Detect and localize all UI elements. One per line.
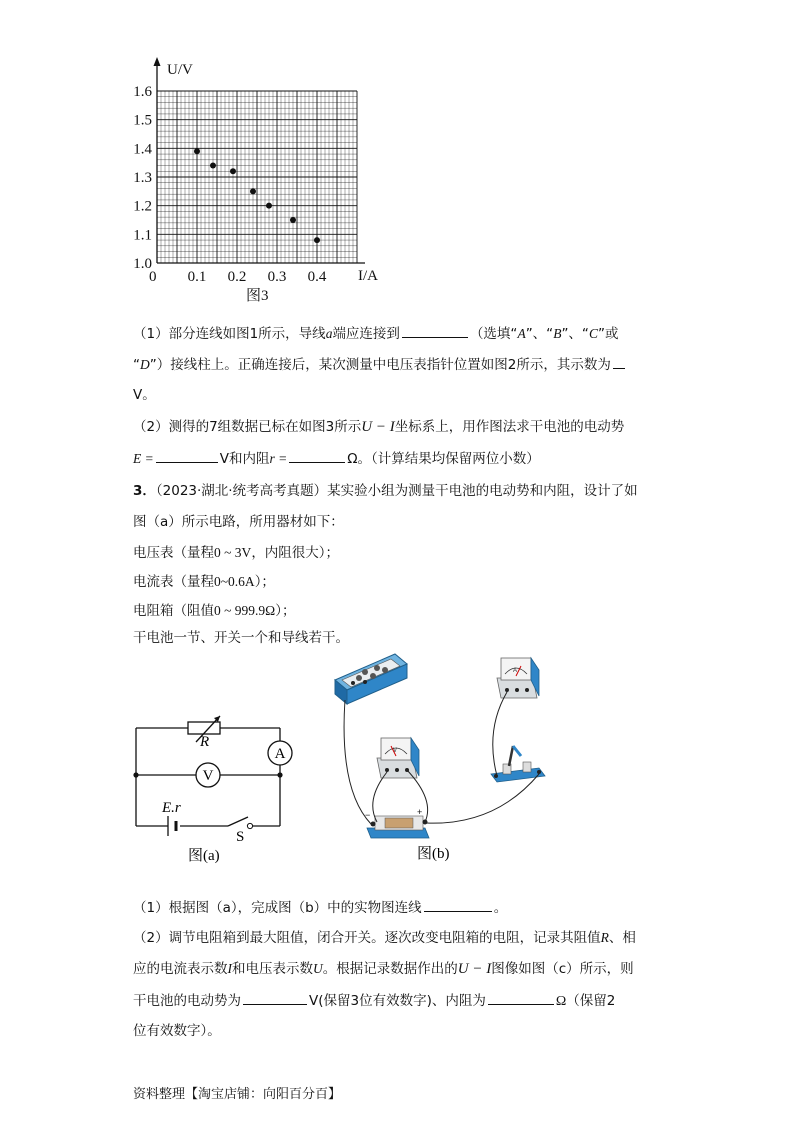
graph-ticks	[133, 84, 327, 285]
var-i: I	[227, 961, 232, 976]
q3-title-line2	[133, 512, 344, 532]
q3-text: ）；	[254, 574, 275, 590]
wire	[493, 692, 507, 776]
q3-item-other	[133, 628, 349, 648]
label-switch: S	[236, 829, 245, 845]
q2-text: “	[133, 357, 140, 373]
x-tick-label: 0.1	[187, 269, 207, 285]
option-b: B	[553, 326, 562, 341]
option-a: A	[517, 326, 526, 341]
circuit-diagram-a	[128, 708, 293, 868]
math-range: 0 ~ 3V	[214, 545, 252, 560]
q3-text: 应的电流表示数	[133, 961, 228, 977]
q3-title-line1	[133, 481, 638, 501]
data-point	[194, 148, 200, 154]
q2-part1-line3	[133, 385, 156, 405]
y-tick-label: 1.2	[133, 198, 152, 215]
math-range: 0~0.6A	[214, 574, 255, 589]
var-r: R	[600, 930, 609, 945]
q2-text: 坐标系上，用作图法求干电池的电动势	[394, 419, 625, 435]
x-tick-label: 0.4	[307, 269, 327, 285]
q3-text: 干电池一节、开关一个和导线若干。	[133, 630, 349, 646]
voltmeter-device	[377, 738, 419, 778]
q3-text: 位有效数字）。	[133, 1023, 221, 1039]
q2-text: V和内阻	[219, 451, 270, 467]
unit-ohm: Ω	[555, 994, 567, 1009]
label-r: R	[200, 734, 210, 750]
origin-label: 0	[149, 269, 157, 285]
rheostat-symbol	[188, 722, 220, 734]
y-tick-label: 1.0	[133, 256, 152, 272]
ammeter-device	[497, 658, 539, 698]
data-point	[266, 203, 272, 209]
y-tick-label: 1.1	[133, 227, 152, 244]
answer-blank[interactable]	[156, 448, 218, 463]
q2-text: ”）接线柱上。正确连接后，某次测量中电压表指针位置如图2所示，其示数为	[149, 357, 611, 373]
graph-grid	[157, 91, 357, 263]
q2-text: （选填“	[469, 326, 518, 342]
q3-item-resistor-box	[133, 601, 295, 621]
label-battery-er: E.r	[162, 800, 181, 816]
u-i-graph	[125, 55, 385, 305]
q2-text: 端应连接到	[332, 326, 400, 342]
voltmeter-device-label: V	[393, 748, 398, 754]
label-ammeter: A	[274, 746, 286, 762]
q3-part2-line1	[133, 928, 636, 948]
q3-text: 、相	[608, 930, 636, 946]
q2-text: ”、“	[561, 326, 589, 342]
math-u-i: U − I	[361, 419, 395, 435]
switch-contact	[247, 823, 252, 828]
fig-a-caption: 图(a)	[188, 848, 220, 864]
q2-text: ”、“	[525, 326, 554, 342]
graph3-caption: 图3	[246, 288, 269, 304]
q3-part1	[133, 897, 507, 918]
y-tick-label: 1.5	[133, 112, 152, 129]
q3-text: 和电压表示数	[232, 961, 313, 977]
y-tick-label: 1.3	[133, 170, 152, 186]
q3-text: 干电池的电动势为	[133, 993, 241, 1009]
q3-text: 。	[493, 900, 508, 916]
question-number: 3．	[133, 483, 156, 499]
wire	[373, 772, 387, 822]
q3-text: （2023·湖北·统考高考真题）某实验小组为测量干电池的电动势和内阻，设计了如	[155, 483, 638, 499]
x-tick-label: 0.3	[267, 269, 287, 285]
data-point	[314, 237, 320, 243]
q3-text: 电压表（量程	[133, 545, 214, 561]
q3-text: （1）根据图（a），完成图（b）中的实物图连线	[133, 900, 422, 916]
x-axis-label: I/A	[358, 268, 378, 284]
data-point	[230, 168, 236, 174]
answer-blank[interactable]	[243, 990, 307, 1005]
var-a: a	[325, 326, 333, 341]
q2-text: V。	[133, 387, 156, 403]
math-r: r =	[269, 451, 288, 466]
y-axis-label: U/V	[167, 62, 193, 78]
q3-text: 电阻箱（阻值	[133, 603, 214, 619]
fig-b-caption: 图(b)	[417, 846, 450, 862]
apparatus-diagram-b	[325, 650, 555, 865]
q3-text: （保留2	[566, 993, 616, 1009]
math-range: 0 ~ 999.9Ω	[214, 603, 276, 618]
data-point	[250, 188, 256, 194]
q3-text: 。根据记录数据作出的	[322, 961, 458, 977]
q2-text: （2）测得的7组数据已标在如图3所示	[133, 419, 362, 435]
y-axis-arrow	[154, 57, 161, 66]
q2-part1-line1	[133, 323, 618, 344]
data-point	[290, 217, 296, 223]
q2-text: ”或	[597, 326, 619, 342]
footer-source: 资料整理【淘宝店铺：向阳百分百】	[133, 1087, 342, 1102]
q3-text: ，内阻很大）；	[251, 545, 340, 561]
math-u-i: U − I	[457, 961, 492, 977]
q2-text: Ω。（计算结果均保留两位小数）	[347, 451, 540, 467]
q2-part2-line2	[133, 448, 540, 469]
q3-item-voltmeter	[133, 543, 339, 563]
q3-part2-line2	[133, 959, 634, 979]
math-e: E =	[133, 451, 154, 466]
answer-blank[interactable]	[613, 354, 625, 369]
wire	[344, 700, 371, 824]
data-point	[210, 163, 216, 169]
q3-item-ammeter	[133, 572, 275, 592]
resistance-box	[335, 654, 407, 704]
option-d: D	[140, 357, 150, 372]
q3-text: 图像如图（c）所示，则	[491, 961, 634, 977]
answer-blank[interactable]	[402, 323, 468, 338]
y-tick-label: 1.6	[133, 84, 152, 100]
q3-text: ）；	[275, 603, 296, 619]
q3-text: V(保留3位有效数字)、内阻为	[309, 993, 486, 1009]
label-voltmeter: V	[202, 768, 214, 784]
ammeter-device-label: A	[513, 668, 518, 674]
q3-text: 图（a）所示电路，所用器材如下：	[133, 514, 344, 530]
q2-text: （1）部分连线如图1所示，导线	[133, 326, 326, 342]
option-c: C	[588, 326, 598, 341]
y-tick-label: 1.4	[133, 141, 152, 158]
q3-text: （2）调节电阻箱到最大阻值，闭合开关。逐次改变电阻箱的电阻，记录其阻值	[133, 930, 601, 946]
q3-part2-line4	[133, 1021, 221, 1041]
q2-part2-line1	[133, 417, 624, 437]
battery-holder	[365, 807, 429, 838]
answer-blank[interactable]	[424, 897, 492, 912]
answer-blank[interactable]	[488, 990, 554, 1005]
wire	[426, 774, 539, 823]
var-u: U	[313, 961, 323, 976]
battery-minus-label: −	[365, 810, 371, 820]
q2-part1-line2	[133, 354, 627, 375]
battery-plus-label: +	[417, 807, 423, 817]
x-tick-label: 0.2	[227, 269, 247, 285]
q3-text: 电流表（量程	[133, 574, 214, 590]
q3-part2-line3	[133, 990, 615, 1012]
answer-blank[interactable]	[289, 448, 345, 463]
